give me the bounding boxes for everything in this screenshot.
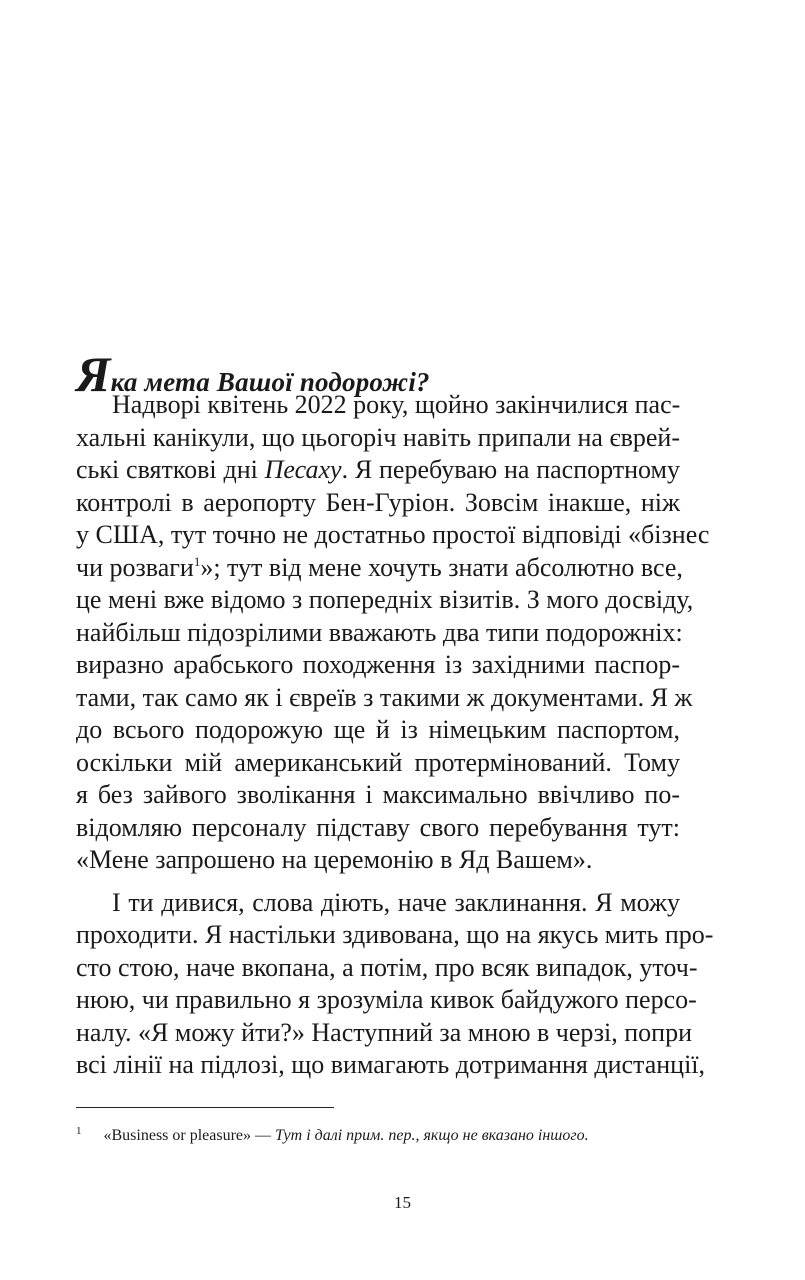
footnote-ref: 1 xyxy=(193,553,201,569)
text-line: І ти дивися, слова діють, наче заклинання. Я можу xyxy=(112,887,680,917)
text-line: відомляю персоналу підставу свого перебування тут: xyxy=(76,812,680,842)
italic-term: Песаху xyxy=(264,455,342,484)
text-line: контролі в аеропорту Бен-Гуріон. Зовсім інакше, ніж xyxy=(76,487,680,517)
text-line: сто стою, наче вкопана, а потім, про всяк випадок, уточ- xyxy=(76,952,698,982)
text-line: тами, так само як і євреїв з такими ж документами. Я ж xyxy=(76,682,693,712)
text-line: всі лінії на підлозі, що вимагають дотримання дистанції, xyxy=(76,1050,706,1079)
paragraph xyxy=(76,389,710,877)
text-line: це мені вже відомо з попередніх візитів. З мого досвіду, xyxy=(76,585,694,614)
paragraph-gap xyxy=(76,877,680,887)
text-line: «Мене запрошено на церемонію в Яд Вашем». xyxy=(76,845,593,874)
text-line: Надворі квітень 2022 року, щойно закінчилися пас- xyxy=(112,390,681,419)
heading-text: ка мета Вашої подорожі? xyxy=(110,367,430,397)
body-text xyxy=(76,389,714,1082)
text-line: ські святкові дні Песаху. Я перебуваю на паспортному xyxy=(76,455,680,484)
text-line: виразно арабського походження із західними паспор- xyxy=(76,650,680,679)
text-line: налу. «Я можу йти?» Наступний за мною в черзі, попри xyxy=(76,1017,692,1047)
text-line: до всього подорожую ще й із німецьким паспортом, xyxy=(76,715,680,744)
drop-cap: Я xyxy=(76,346,111,402)
footnote-quote: «Business or pleasure» — xyxy=(103,1127,276,1144)
text-line: чи розваги$^1$»; тут від мене хочуть знати абсолютно все, xyxy=(76,552,683,582)
text-line: я без зайвого зволікання і максимально ввічливо по- xyxy=(76,780,680,809)
text-line: оскільки мій американський протермінований. Тому xyxy=(76,747,680,777)
footnote xyxy=(76,1120,686,1147)
page-number: 15 xyxy=(394,1193,411,1212)
paragraph xyxy=(76,887,714,1082)
text-line: хальні канікули, що цьогоріч навіть припали на єврей- xyxy=(76,422,681,452)
footnote-divider xyxy=(76,1107,334,1108)
text-line: у США, тут точно не достатньо простої відповіді «бізнес xyxy=(76,520,710,549)
text-line: проходити. Я настільки здивована, що на якусь мить про- xyxy=(76,920,714,949)
text-line: найбільш підозрілими вважають два типи подорожніх: xyxy=(76,617,683,647)
footnote-note: Тут і далі прим. пер., якщо не вказано іншого. xyxy=(275,1127,589,1144)
footnote-number: 1 xyxy=(76,1125,82,1137)
text-line: нюю, чи правильно я зрозуміла кивок байдужого персо- xyxy=(76,985,697,1014)
